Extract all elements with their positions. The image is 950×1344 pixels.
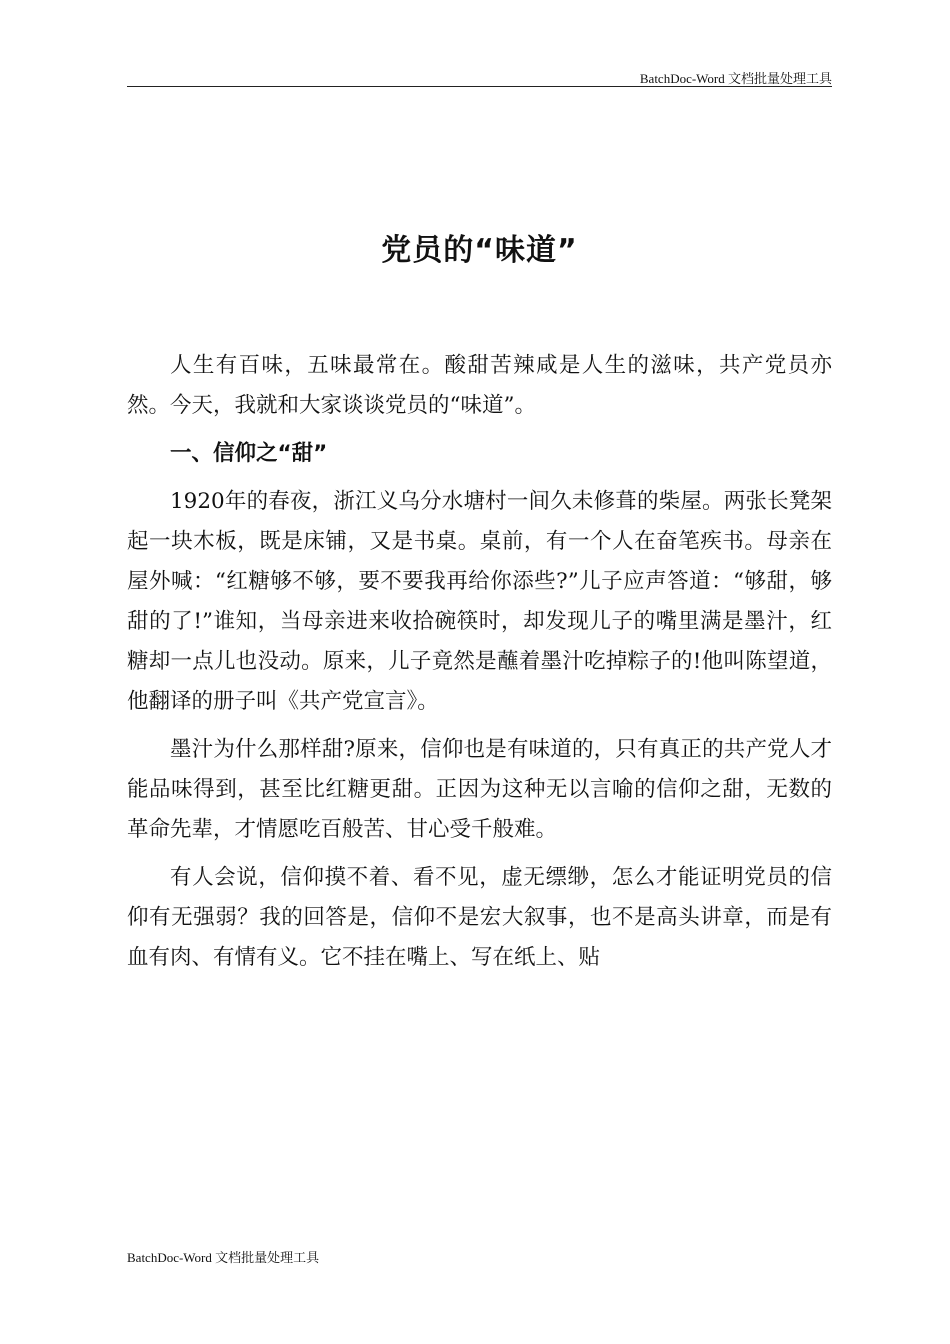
section-heading: 一、信仰之“甜” [170,441,328,466]
header-divider [127,86,832,87]
page-header: BatchDoc-Word 文档批量处理工具 [639,71,832,86]
document-body [127,346,832,986]
body-paragraph: 有人会说，信仰摸不着、看不见，虚无缥缈，怎么才能证明党员的信仰有无强弱？我的回答是，信仰不是宏大叙事，也不是高头讲章，而是有血有肉、有情有义。它不挂在嘴上、写在纸上、贴 [127,865,832,970]
body-paragraph: 1920年的春夜，浙江义乌分水塘村一间久未修葺的柴屋。两张长凳架起一块木板，既是床铺，又是书桌。桌前，有一个人在奋笔疾书。母亲在屋外喊：“红糖够不够，要不要我再给你添些?”儿子应声答道：“够甜，够甜的了!”谁知，当母亲进来收拾碗筷时，却发现儿子的嘴里满是墨汁，红糖却一点儿也没动。原来，儿子竟然是蘸着墨汁吃掉粽子的!他叫陈望道，他翻译的册子叫《共产党宣言》。 [127,489,832,714]
page-footer: BatchDoc-Word 文档批量处理工具 [127,1250,320,1265]
document-title: 党员的“味道” [381,233,578,269]
intro-paragraph: 人生有百味，五味最常在。酸甜苦辣咸是人生的滋味，共产党员亦然。今天，我就和大家谈谈党员的“味道”。 [127,353,832,418]
body-paragraph: 墨汁为什么那样甜?原来，信仰也是有味道的，只有真正的共产党人才能品味得到，甚至比红糖更甜。正因为这种无以言喻的信仰之甜，无数的革命先辈，才情愿吃百般苦、甘心受千般难。 [127,737,832,842]
